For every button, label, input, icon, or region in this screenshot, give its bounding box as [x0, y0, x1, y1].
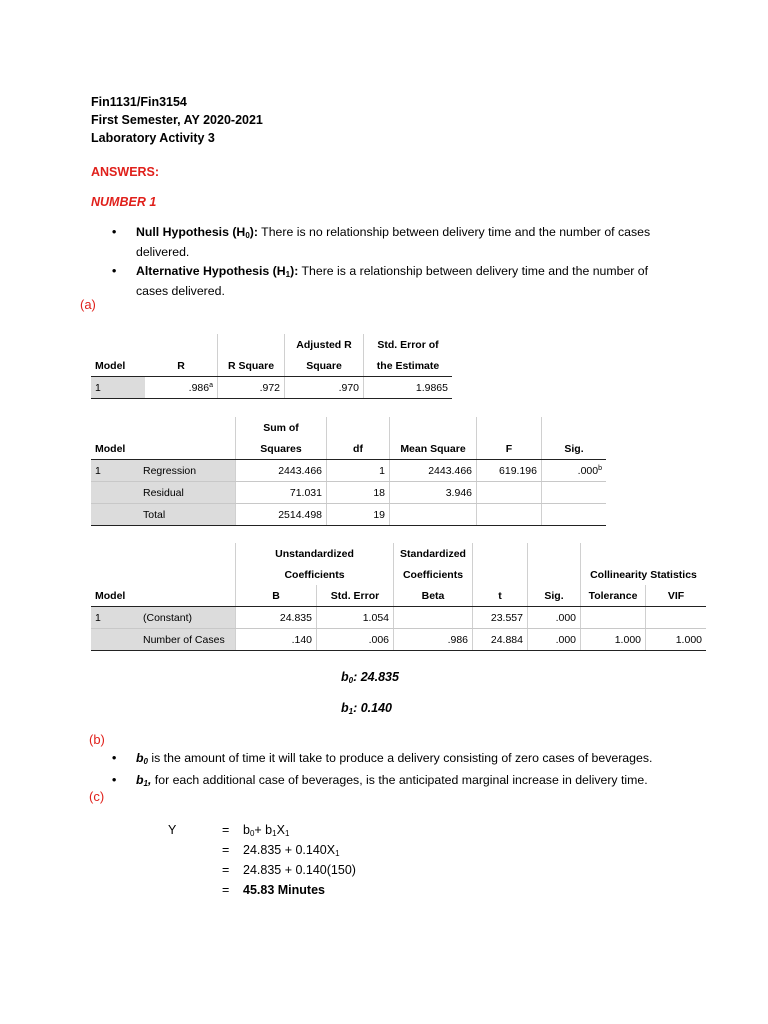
y-symbol: Y — [168, 823, 177, 837]
anova-table: Sum of Model Squares df Mean Square F Sig. 1 Regression 2443.466 1 2443.466 619.196 .000$^b$ Residual 71.031 18 3.946 Total 2514.498 19 — [91, 417, 606, 526]
course-code: Fin1131/Fin3154 — [91, 95, 187, 109]
answers-label: ANSWERS: — [91, 165, 160, 179]
b1-interpretation: • $b_1$, for each additional case of beverages, is the anticipated marginal increase in delivery time. — [112, 773, 648, 788]
b0-estimate: $b_0$: 24.835 — [341, 670, 399, 685]
null-hypothesis: • Null Hypothesis $(H_0)$: There is no relationship between delivery time and the number of cases delivered. — [112, 225, 651, 259]
model-summary-table: Adjusted R Std. Error of Model R R Square Square the Estimate 1 .986$^a$ .972 .970 1.9865 — [91, 334, 452, 399]
table-row: Number of Cases .140 .006 .986 24.884 .000 1.000 1.000 — [91, 629, 706, 651]
table-row: Total 2514.498 19 — [91, 504, 606, 526]
number-label: NUMBER 1 — [91, 195, 157, 209]
alternative-hypothesis: • Alternative Hypothesis $(H_1)$: There is a relationship between delivery time and the number of cases delivered. — [112, 264, 649, 298]
coefficients-table: Unstandardized Standardized Coefficients Coefficients Collinearity Statistics Model B Std. Error Beta t Sig. Tolerance VIF 1 (Constant) 24.835 1.054 23.557 .000 Number of Cases .140 .006 .986 24.884 .000 1.000 1.000 — [91, 543, 706, 651]
equation-result: 45.83 Minutes — [243, 883, 325, 897]
interpretation-list — [112, 750, 712, 794]
part-c-label: (c) — [89, 789, 105, 804]
semester: First Semester, AY 2020-2021 — [91, 113, 263, 127]
part-a-label: (a) — [80, 297, 96, 312]
activity-title: Laboratory Activity 3 — [91, 131, 215, 145]
equation-line-3: 24.835 + 0.140(150) — [243, 863, 356, 877]
table-row: 1 Regression 2443.466 1 2443.466 619.196 .000$^b$ — [91, 460, 606, 482]
table-row: Residual 71.031 18 3.946 — [91, 482, 606, 504]
table-row: 1 (Constant) 24.835 1.054 23.557 .000 — [91, 607, 706, 629]
b1-estimate: $b_1$: 0.140 — [341, 701, 393, 716]
b0-interpretation: • $b_0$ is the amount of time it will take to produce a delivery consisting of zero cases of beverages. — [112, 751, 653, 766]
hypotheses-list — [112, 224, 682, 302]
part-b-label: (b) — [89, 732, 105, 747]
equation-line-2: $24.835 + 0.140X_1$ — [243, 843, 340, 858]
equation-line-1: $b_0+ b_1X_1$ — [243, 823, 290, 838]
table-row: 1 .986$^a$ .972 .970 1.9865 — [91, 377, 452, 399]
